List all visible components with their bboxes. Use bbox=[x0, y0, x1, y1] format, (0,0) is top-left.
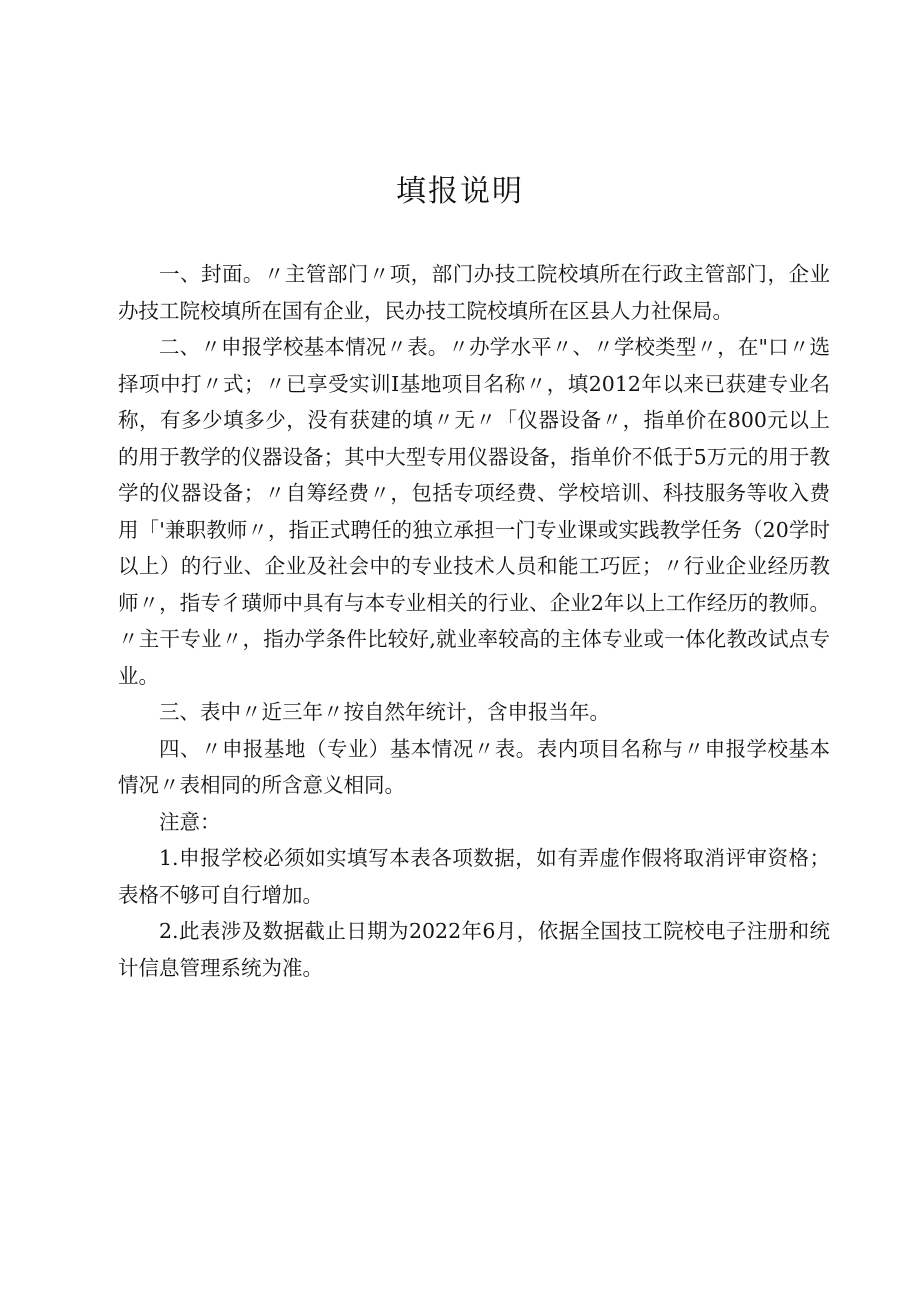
document-body bbox=[118, 256, 830, 986]
paragraph-school-info: 二、〃申报学校基本情况〃表。〃办学水平〃、〃学校类型〃，在"口〃选择项中打〃式；〃已享受实训I基地项目名称〃，填2012年以来已获建专业名称，有多少填多少，没有获建的填〃无〃「仪器设备〃，指单价在800元以上的用于教学的仪器设备；其中大型专用仪器设备，指单价不低于5万元的用于教学的仪器设备；〃自筹经费〃，包括专项经费、学校培训、科技服务等收入费用「'兼职教师〃，指正式聘任的独立承担一门专业课或实践教学任务（20学时以上）的行业、企业及社会中的专业技术人员和能工巧匠；〃行业企业经历教师〃，指专彳璜师中具有与本专业相关的行业、企业2年以上工作经历的教师。〃主干专业〃，指办学条件比较好,就业率较高的主体专业或一体化教改试点专业。 bbox=[118, 335, 830, 688]
document-title: 填报说明 bbox=[396, 174, 524, 209]
paragraph-note-heading: 注意： bbox=[159, 809, 221, 834]
paragraph-base-info: 四、〃申报基地（专业）基本情况〃表。表内项目名称与〃申报学校基本情况〃表相同的所含意义相同。 bbox=[118, 736, 830, 797]
paragraph-recent-years: 三、表中〃近三年〃按自然年统计，含申报当年。 bbox=[159, 700, 610, 724]
paragraph-note-1: 1.申报学校必须如实填写本表各项数据，如有弄虚作假将取消评审资格；表格不够可自行增加。 bbox=[118, 846, 830, 907]
paragraph-note-2: 2.此表涉及数据截止日期为2022年6月，依据全国技工院校电子注册和统计信息管理系统为准。 bbox=[118, 919, 830, 980]
paragraph-cover: 一、封面。〃主管部门〃项，部门办技工院校填所在行政主管部门，企业办技工院校填所在国有企业，民办技工院校填所在区县人力社保局。 bbox=[118, 262, 830, 323]
